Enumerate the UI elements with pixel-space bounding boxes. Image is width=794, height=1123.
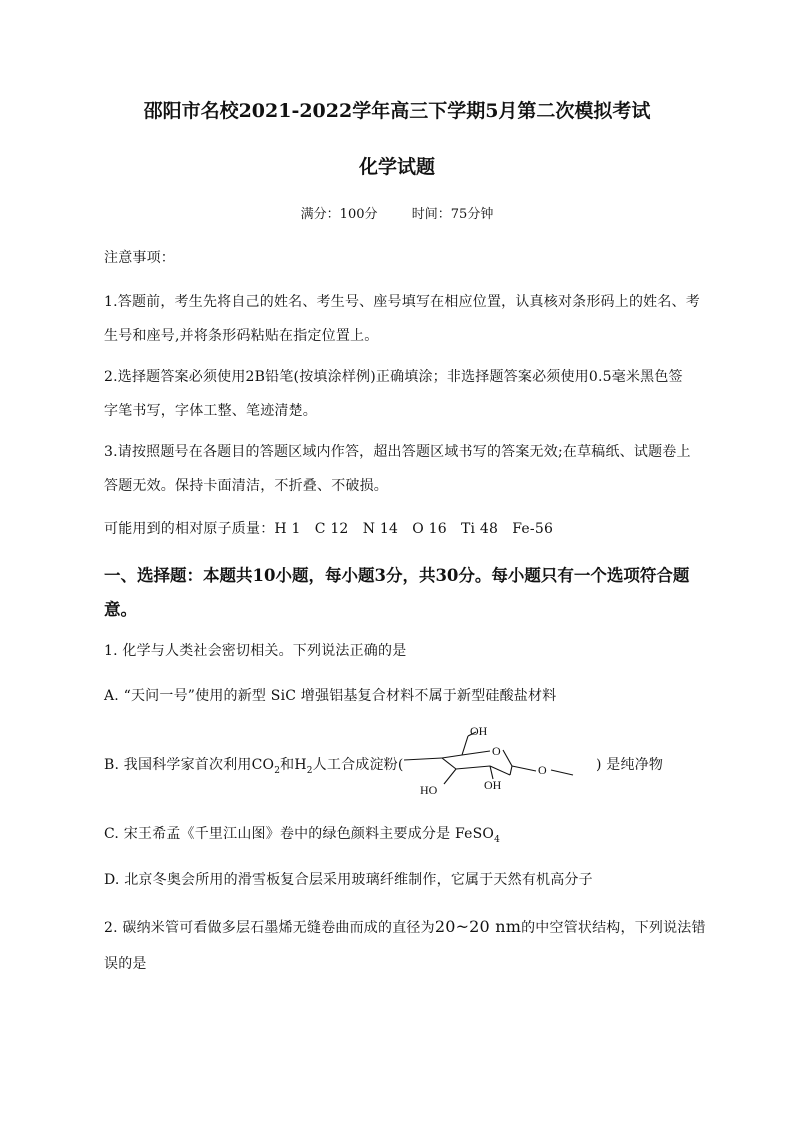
notice-item-3-cont: 答题无效。保持卡面清洁，不折叠、不破损。 — [104, 478, 388, 494]
atomic-mass-line: 可能用到的相对原子质量：H 1 C 12 N 14 O 16 Ti 48 Fe-56 — [104, 521, 554, 537]
question-1-option-b — [104, 754, 404, 776]
oh-top-label: OH — [470, 726, 488, 738]
notice-item-1: 1.答题前，考生先将自己的姓名、考生号、座号填写在相应位置，认真核对条形码上的姓名、考 — [104, 294, 700, 310]
notice-item-1-cont: 生号和座号,并将条形码粘贴在指定位置上。 — [104, 328, 379, 344]
section-1-heading-cont: 意。 — [104, 600, 137, 619]
ring-oxygen-label: O — [492, 744, 501, 758]
notice-item-2-cont: 字笔书写，字体工整、笔迹清楚。 — [104, 403, 317, 419]
question-1-option-d: D. 北京冬奥会所用的滑雪板复合层采用玻璃纤维制作，它属于天然有机高分子 — [104, 872, 593, 888]
h2-subscript: 2 — [306, 765, 313, 776]
score-time-line — [0, 203, 794, 222]
question-1-option-a: A. “天问一号”使用的新型 SiC 增强铝基复合材料不属于新型硅酸盐材料 — [104, 688, 557, 704]
notice-heading: 注意事项： — [104, 250, 175, 266]
exam-time: 时间：75分钟 — [411, 207, 494, 222]
ho-left-label: HO — [420, 783, 438, 797]
question-1-option-c — [104, 823, 500, 845]
option-b-text-3: 人工合成淀粉( — [312, 757, 404, 773]
question-2-stem-cont: 误的是 — [104, 956, 147, 972]
option-b-text-1: B. 我国科学家首次利用CO — [104, 757, 275, 773]
starch-structure-diagram — [404, 726, 594, 798]
question-1-option-b-end: ) 是纯净物 — [596, 757, 664, 773]
linking-oxygen-label: O — [538, 763, 547, 777]
feso4-subscript: 4 — [494, 834, 501, 845]
option-b-text-2: 和H — [280, 757, 307, 773]
full-score: 满分：100分 — [300, 207, 378, 222]
section-1-heading: 一、选择题：本题共10小题，每小题3分，共30分。每小题只有一个选项符合题 — [104, 566, 690, 585]
co2-subscript: 2 — [274, 765, 281, 776]
notice-item-3: 3.请按照题号在各题目的答题区域内作答，超出答题区域书写的答案无效;在草稿纸、试题卷上 — [104, 444, 691, 460]
q2-text-2: 的中空管状结构，下列说法错 — [521, 920, 706, 936]
oh-bottom-label: OH — [484, 778, 502, 792]
q2-text-1: 2. 碳纳米管可看做多层石墨烯无缝卷曲而成的直径为 — [104, 920, 435, 936]
question-2-stem — [104, 917, 706, 937]
question-1-stem: 1. 化学与人类社会密切相关。下列说法正确的是 — [104, 643, 407, 659]
option-c-text: C. 宋王希孟《千里江山图》卷中的绿色颜料主要成分是 FeSO — [104, 826, 495, 842]
q2-diameter-range: 20~20 nm — [434, 917, 522, 936]
exam-title: 邵阳市名校2021-2022学年高三下学期5月第二次模拟考试 — [143, 100, 651, 122]
subject-title: 化学试题 — [358, 156, 435, 178]
notice-item-2: 2.选择题答案必须使用2B铅笔(按填涂样例)正确填涂；非选择题答案必须使用0.5毫米黑色签 — [104, 369, 683, 385]
